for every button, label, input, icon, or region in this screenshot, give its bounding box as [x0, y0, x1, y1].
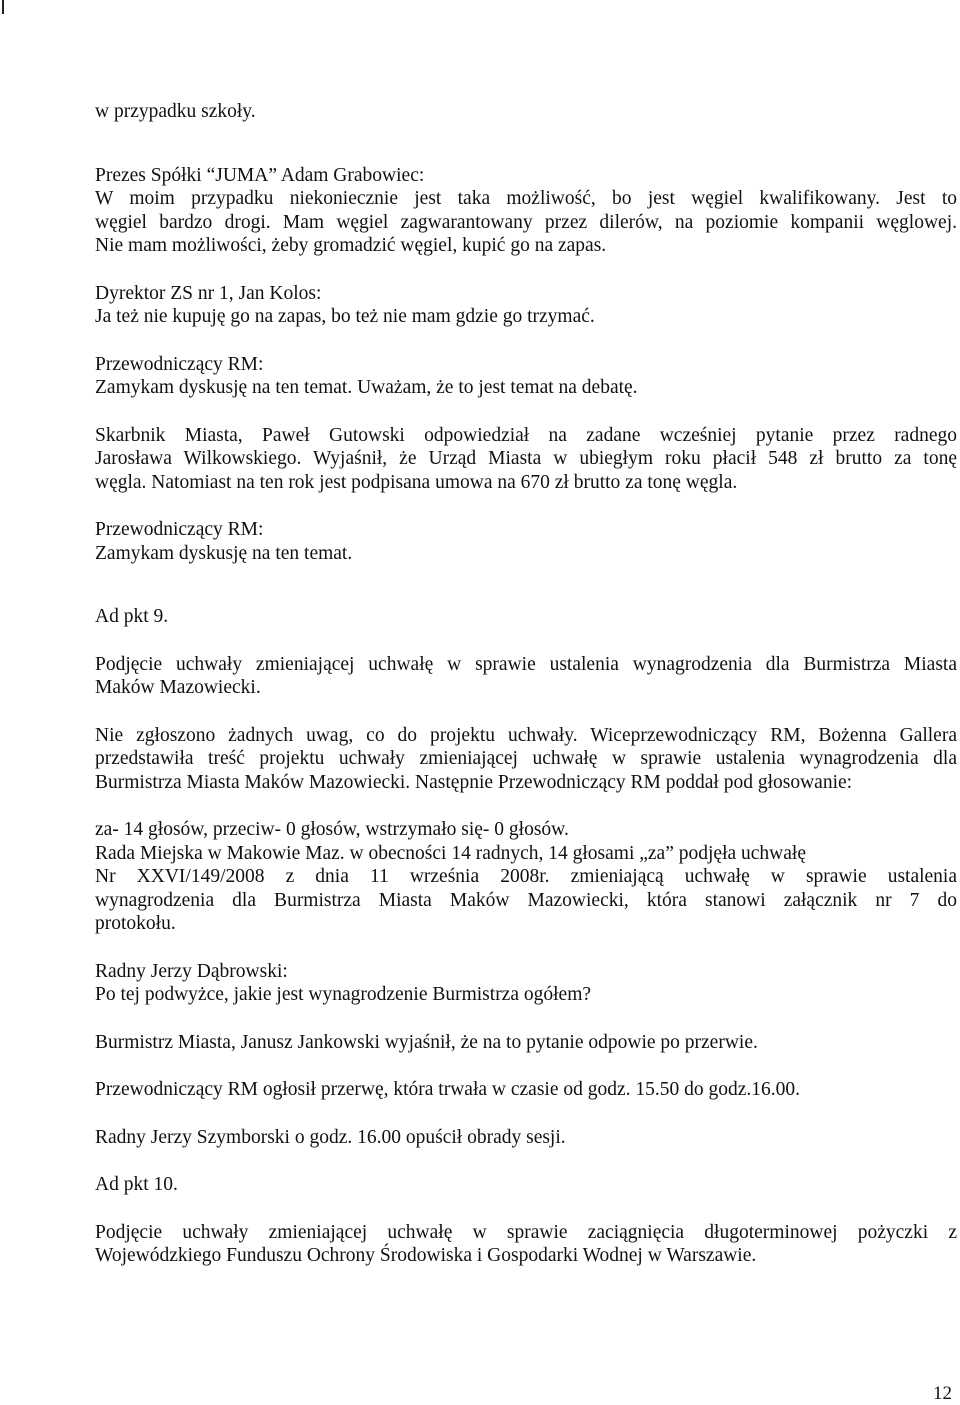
paragraph-break	[95, 1078, 957, 1102]
speaker-heading: Radny Jerzy Dąbrowski:	[95, 960, 288, 982]
page-number: 12	[933, 1383, 952, 1404]
text-line: Burmistrza Miasta Maków Mazowiecki. Następnie Przewodniczący RM poddał pod głosowanie:	[95, 771, 853, 793]
text-line: w przypadku szkoły.	[95, 101, 256, 122]
text-line: Rada Miejska w Makowie Maz. w obecności 14 radnych, 14 głosami „za” podjęła uchwałę	[95, 842, 806, 864]
text-line: wynagrodzenia dla Burmistrza Miasta Maków Mazowiecki, która stanowi załącznik nr 7 do	[95, 889, 957, 911]
text-line: węgla. Natomiast na ten rok jest podpisana umowa na 670 zł brutto za tonę węgla.	[95, 471, 738, 493]
speaker-juma	[95, 164, 957, 258]
paragraph-vote	[95, 818, 957, 936]
text-line: Jarosława Wilkowskiego. Wyjaśnił, że Urząd Miasta w ubiegłym roku płacił 548 zł brutto za tonę	[95, 448, 957, 469]
speaker-kolos	[95, 282, 957, 329]
paragraph-mayor	[95, 1031, 957, 1055]
speaker-heading: Dyrektor ZS nr 1, Jan Kolos:	[95, 282, 322, 304]
speaker-chair	[95, 353, 957, 400]
text-line: Zamykam dyskusję na ten temat. Uważam, że to jest temat na debatę.	[95, 377, 638, 398]
scan-mark	[2, 0, 4, 14]
speaker-heading: Prezes Spółki “JUMA” Adam Grabowiec:	[95, 164, 425, 186]
text-line: Nie zgłoszono żadnych uwag, co do projektu uchwały. Wiceprzewodniczący RM, Bożenna Gallera	[95, 724, 957, 746]
text-line: Maków Mazowiecki.	[95, 677, 261, 698]
text-line: Ja też nie kupuję go na zapas, bo też nie mam gdzie go trzymać.	[95, 306, 595, 327]
text-line: Podjęcie uchwały zmieniającej uchwałę w sprawie ustalenia wynagrodzenia dla Burmistrza Miasta	[95, 653, 957, 675]
speaker-heading: Przewodniczący RM:	[95, 519, 264, 540]
text-line: Po tej podwyżce, jakie jest wynagrodzenie Burmistrza ogółem?	[95, 984, 592, 1005]
text-line: W moim przypadku niekoniecznie jest taka możliwość, bo jest węgiel kwalifikowany. Jest to	[95, 188, 957, 209]
text-line: Podjęcie uchwały zmieniającej uchwałę w sprawie zaciągnięcia długoterminowej pożyczki z	[95, 1221, 957, 1243]
speaker-heading: Przewodniczący RM:	[95, 353, 264, 375]
text-line: protokołu.	[95, 913, 176, 934]
paragraph-treasurer	[95, 424, 957, 495]
paragraph-continuation	[95, 100, 957, 124]
speaker-dabrowski	[95, 960, 957, 1007]
agenda-subject	[95, 653, 957, 700]
text-line: przedstawiła treść projektu uchwały zmieniającej uchwałę w sprawie ustalenia wynagrodzenia dla	[95, 748, 957, 769]
text-line: za- 14 głosów, przeciw- 0 głosów, wstrzymało się- 0 głosów.	[95, 819, 569, 840]
text-line: Nie mam możliwości, żeby gromadzić węgiel, kupić go na zapas.	[95, 235, 607, 256]
text-line: Wojewódzkiego Funduszu Ochrony Środowiska i Gospodarki Wodnej w Warszawie.	[95, 1245, 757, 1266]
text-line: węgiel bardzo drogi. Mam węgiel zagwarantowany przez dilerów, na poziomie kompanii węglowej.	[95, 211, 957, 233]
document-page	[95, 100, 957, 1268]
section-title: Ad pkt 9.	[95, 606, 169, 627]
paragraph-presentation	[95, 724, 957, 795]
text-line: Burmistrz Miasta, Janusz Jankowski wyjaśnił, że na to pytanie odpowie po przerwie.	[95, 1031, 758, 1053]
speaker-chair	[95, 518, 957, 565]
text-line: Zamykam dyskusję na ten temat.	[95, 542, 353, 564]
text-line: Skarbnik Miasta, Paweł Gutowski odpowiedział na zadane wcześniej pytanie przez radnego	[95, 424, 957, 446]
section-title: Ad pkt 10.	[95, 1174, 178, 1195]
agenda-heading	[95, 1173, 957, 1197]
paragraph-leave	[95, 1126, 957, 1150]
agenda-subject	[95, 1221, 957, 1268]
agenda-heading	[95, 605, 957, 629]
text-line: Radny Jerzy Szymborski o godz. 16.00 opuścił obrady sesji.	[95, 1126, 566, 1148]
text-line: Nr XXVI/149/2008 z dnia 11 września 2008r. zmieniającą uchwałę w sprawie ustalenia	[95, 866, 957, 887]
text-line: Przewodniczący RM ogłosił przerwę, która trwała w czasie od godz. 15.50 do godz.16.00.	[95, 1079, 801, 1100]
